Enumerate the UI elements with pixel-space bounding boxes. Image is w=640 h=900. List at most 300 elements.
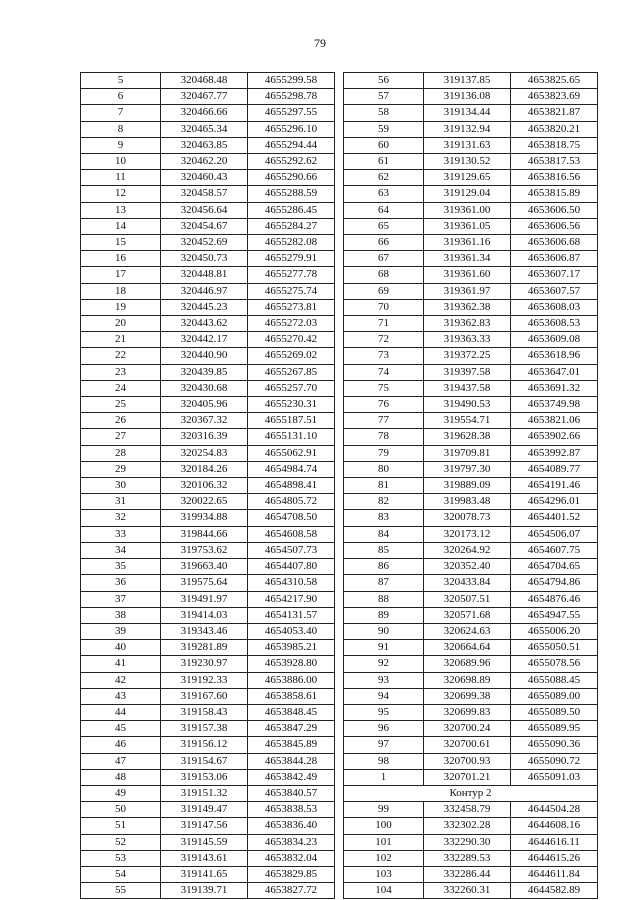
table-row — [344, 510, 598, 526]
x-coordinate-cell: 320699.38 — [424, 688, 511, 704]
table-row — [81, 721, 335, 737]
x-coordinate-cell: 320664.64 — [424, 640, 511, 656]
point-number-cell: 12 — [81, 186, 161, 202]
y-coordinate-cell: 4653820.21 — [511, 121, 598, 137]
y-coordinate-cell: 4653823.69 — [511, 89, 598, 105]
point-number-cell: 93 — [344, 672, 424, 688]
y-coordinate-cell: 4644504.28 — [511, 802, 598, 818]
x-coordinate-cell: 320701.21 — [424, 769, 511, 785]
table-row — [344, 461, 598, 477]
point-number-cell: 24 — [81, 380, 161, 396]
point-number-cell: 18 — [81, 283, 161, 299]
x-coordinate-cell: 319362.83 — [424, 316, 511, 332]
point-number-cell: 1 — [344, 769, 424, 785]
y-coordinate-cell: 4653749.98 — [511, 397, 598, 413]
x-coordinate-cell: 320462.20 — [161, 154, 248, 170]
x-coordinate-cell: 320624.63 — [424, 623, 511, 639]
x-coordinate-cell: 320507.51 — [424, 591, 511, 607]
table-row — [81, 89, 335, 105]
y-coordinate-cell: 4655296.10 — [248, 121, 335, 137]
point-number-cell: 19 — [81, 299, 161, 315]
table-row — [81, 802, 335, 818]
x-coordinate-cell: 320456.64 — [161, 202, 248, 218]
coordinates-table-right — [343, 72, 598, 899]
x-coordinate-cell: 320316.39 — [161, 429, 248, 445]
table-row — [344, 802, 598, 818]
x-coordinate-cell: 319983.48 — [424, 494, 511, 510]
x-coordinate-cell: 320700.93 — [424, 753, 511, 769]
x-coordinate-cell: 332260.31 — [424, 883, 511, 899]
table-row — [81, 348, 335, 364]
table-row — [81, 704, 335, 720]
table-row — [81, 640, 335, 656]
x-coordinate-cell: 319844.66 — [161, 526, 248, 542]
coordinates-table-left — [80, 72, 335, 899]
point-number-cell: 14 — [81, 218, 161, 234]
point-number-cell: 65 — [344, 218, 424, 234]
table-row — [81, 202, 335, 218]
x-coordinate-cell: 320468.48 — [161, 73, 248, 89]
x-coordinate-cell: 319361.34 — [424, 251, 511, 267]
table-row — [81, 218, 335, 234]
y-coordinate-cell: 4644615.26 — [511, 850, 598, 866]
y-coordinate-cell: 4654401.52 — [511, 510, 598, 526]
table-row — [344, 429, 598, 445]
table-row — [81, 785, 335, 801]
y-coordinate-cell: 4653928.80 — [248, 656, 335, 672]
x-coordinate-cell: 319141.65 — [161, 866, 248, 882]
point-number-cell: 53 — [81, 850, 161, 866]
x-coordinate-cell: 320698.89 — [424, 672, 511, 688]
x-coordinate-cell: 319490.53 — [424, 397, 511, 413]
y-coordinate-cell: 4655090.72 — [511, 753, 598, 769]
y-coordinate-cell: 4653858.61 — [248, 688, 335, 704]
table-row — [81, 623, 335, 639]
table-row — [344, 623, 598, 639]
x-coordinate-cell: 320433.84 — [424, 575, 511, 591]
point-number-cell: 99 — [344, 802, 424, 818]
y-coordinate-cell: 4644616.11 — [511, 834, 598, 850]
point-number-cell: 81 — [344, 478, 424, 494]
point-number-cell: 30 — [81, 478, 161, 494]
table-row — [344, 640, 598, 656]
point-number-cell: 62 — [344, 170, 424, 186]
point-number-cell: 35 — [81, 559, 161, 575]
point-number-cell: 95 — [344, 704, 424, 720]
y-coordinate-cell: 4655257.70 — [248, 380, 335, 396]
x-coordinate-cell: 320405.96 — [161, 397, 248, 413]
y-coordinate-cell: 4655273.81 — [248, 299, 335, 315]
table-row — [344, 688, 598, 704]
x-coordinate-cell: 320463.85 — [161, 137, 248, 153]
y-coordinate-cell: 4655269.02 — [248, 348, 335, 364]
point-number-cell: 34 — [81, 542, 161, 558]
point-number-cell: 54 — [81, 866, 161, 882]
y-coordinate-cell: 4655050.51 — [511, 640, 598, 656]
y-coordinate-cell: 4655292.62 — [248, 154, 335, 170]
point-number-cell: 36 — [81, 575, 161, 591]
y-coordinate-cell: 4653818.75 — [511, 137, 598, 153]
point-number-cell: 100 — [344, 818, 424, 834]
x-coordinate-cell: 319137.85 — [424, 73, 511, 89]
x-coordinate-cell: 320460.43 — [161, 170, 248, 186]
table-row — [344, 494, 598, 510]
table-row — [344, 202, 598, 218]
y-coordinate-cell: 4653821.06 — [511, 413, 598, 429]
table-row — [344, 575, 598, 591]
point-number-cell: 90 — [344, 623, 424, 639]
y-coordinate-cell: 4653886.00 — [248, 672, 335, 688]
table-row — [344, 105, 598, 121]
y-coordinate-cell: 4653817.53 — [511, 154, 598, 170]
point-number-cell: 97 — [344, 737, 424, 753]
y-coordinate-cell: 4654794.86 — [511, 575, 598, 591]
table-row — [81, 154, 335, 170]
y-coordinate-cell: 4653842.49 — [248, 769, 335, 785]
table-row — [81, 235, 335, 251]
y-coordinate-cell: 4653609.08 — [511, 332, 598, 348]
table-row — [81, 559, 335, 575]
x-coordinate-cell: 320445.23 — [161, 299, 248, 315]
x-coordinate-cell: 319129.04 — [424, 186, 511, 202]
y-coordinate-cell: 4655230.31 — [248, 397, 335, 413]
y-coordinate-cell: 4654876.46 — [511, 591, 598, 607]
x-coordinate-cell: 319628.38 — [424, 429, 511, 445]
x-coordinate-cell: 319145.59 — [161, 834, 248, 850]
x-coordinate-cell: 320078.73 — [424, 510, 511, 526]
x-coordinate-cell: 319130.52 — [424, 154, 511, 170]
table-row — [81, 413, 335, 429]
point-number-cell: 83 — [344, 510, 424, 526]
x-coordinate-cell: 320184.26 — [161, 461, 248, 477]
y-coordinate-cell: 4655090.36 — [511, 737, 598, 753]
y-coordinate-cell: 4655282.08 — [248, 235, 335, 251]
y-coordinate-cell: 4653836.40 — [248, 818, 335, 834]
x-coordinate-cell: 319934.88 — [161, 510, 248, 526]
table-row — [344, 559, 598, 575]
x-coordinate-cell: 319575.64 — [161, 575, 248, 591]
point-number-cell: 66 — [344, 235, 424, 251]
x-coordinate-cell: 319361.00 — [424, 202, 511, 218]
point-number-cell: 91 — [344, 640, 424, 656]
y-coordinate-cell: 4653821.87 — [511, 105, 598, 121]
y-coordinate-cell: 4655270.42 — [248, 332, 335, 348]
y-coordinate-cell: 4653992.87 — [511, 445, 598, 461]
y-coordinate-cell: 4655279.91 — [248, 251, 335, 267]
point-number-cell: 57 — [344, 89, 424, 105]
table-row — [81, 818, 335, 834]
table-row — [344, 299, 598, 315]
x-coordinate-cell: 332289.53 — [424, 850, 511, 866]
point-number-cell: 44 — [81, 704, 161, 720]
table-row — [81, 672, 335, 688]
y-coordinate-cell: 4653607.17 — [511, 267, 598, 283]
table-row — [81, 575, 335, 591]
point-number-cell: 85 — [344, 542, 424, 558]
y-coordinate-cell: 4655006.20 — [511, 623, 598, 639]
x-coordinate-cell: 320452.69 — [161, 235, 248, 251]
point-number-cell: 33 — [81, 526, 161, 542]
x-coordinate-cell: 319147.56 — [161, 818, 248, 834]
point-number-cell: 42 — [81, 672, 161, 688]
x-coordinate-cell: 319372.25 — [424, 348, 511, 364]
x-coordinate-cell: 320440.90 — [161, 348, 248, 364]
x-coordinate-cell: 319151.32 — [161, 785, 248, 801]
table-row — [81, 445, 335, 461]
x-coordinate-cell: 319709.81 — [424, 445, 511, 461]
x-coordinate-cell: 319143.61 — [161, 850, 248, 866]
x-coordinate-cell: 319129.65 — [424, 170, 511, 186]
y-coordinate-cell: 4655091.03 — [511, 769, 598, 785]
point-number-cell: 68 — [344, 267, 424, 283]
y-coordinate-cell: 4653834.23 — [248, 834, 335, 850]
page-number: 79 — [314, 36, 326, 50]
table-row — [344, 235, 598, 251]
point-number-cell: 26 — [81, 413, 161, 429]
point-number-cell: 58 — [344, 105, 424, 121]
table-row — [81, 364, 335, 380]
x-coordinate-cell: 320689.96 — [424, 656, 511, 672]
point-number-cell: 63 — [344, 186, 424, 202]
y-coordinate-cell: 4654805.72 — [248, 494, 335, 510]
y-coordinate-cell: 4654984.74 — [248, 461, 335, 477]
x-coordinate-cell: 319362.38 — [424, 299, 511, 315]
table-row — [81, 866, 335, 882]
x-coordinate-cell: 319414.03 — [161, 607, 248, 623]
point-number-cell: 27 — [81, 429, 161, 445]
y-coordinate-cell: 4654708.50 — [248, 510, 335, 526]
y-coordinate-cell: 4653608.53 — [511, 316, 598, 332]
table-row — [81, 494, 335, 510]
y-coordinate-cell: 4653691.32 — [511, 380, 598, 396]
table-row — [344, 834, 598, 850]
point-number-cell: 82 — [344, 494, 424, 510]
x-coordinate-cell: 319397.58 — [424, 364, 511, 380]
point-number-cell: 25 — [81, 397, 161, 413]
x-coordinate-cell: 319157.38 — [161, 721, 248, 737]
y-coordinate-cell: 4655062.91 — [248, 445, 335, 461]
point-number-cell: 102 — [344, 850, 424, 866]
y-coordinate-cell: 4653827.72 — [248, 883, 335, 899]
y-coordinate-cell: 4654607.75 — [511, 542, 598, 558]
x-coordinate-cell: 320442.17 — [161, 332, 248, 348]
table-row — [344, 753, 598, 769]
point-number-cell: 72 — [344, 332, 424, 348]
point-number-cell: 61 — [344, 154, 424, 170]
table-row — [81, 510, 335, 526]
table-row — [81, 753, 335, 769]
y-coordinate-cell: 4655277.78 — [248, 267, 335, 283]
point-number-cell: 45 — [81, 721, 161, 737]
x-coordinate-cell: 319156.12 — [161, 737, 248, 753]
table-row — [81, 737, 335, 753]
y-coordinate-cell: 4653848.45 — [248, 704, 335, 720]
x-coordinate-cell: 319797.30 — [424, 461, 511, 477]
x-coordinate-cell: 320571.68 — [424, 607, 511, 623]
table-row — [344, 866, 598, 882]
x-coordinate-cell: 319281.89 — [161, 640, 248, 656]
y-coordinate-cell: 4653847.29 — [248, 721, 335, 737]
point-number-cell: 75 — [344, 380, 424, 396]
y-coordinate-cell: 4654507.73 — [248, 542, 335, 558]
y-coordinate-cell: 4653985.21 — [248, 640, 335, 656]
point-number-cell: 59 — [344, 121, 424, 137]
point-number-cell: 78 — [344, 429, 424, 445]
y-coordinate-cell: 4655272.03 — [248, 316, 335, 332]
table-row — [81, 186, 335, 202]
x-coordinate-cell: 332290.30 — [424, 834, 511, 850]
y-coordinate-cell: 4653607.57 — [511, 283, 598, 299]
table-row — [344, 721, 598, 737]
point-number-cell: 77 — [344, 413, 424, 429]
y-coordinate-cell: 4653829.85 — [248, 866, 335, 882]
x-coordinate-cell: 319192.33 — [161, 672, 248, 688]
x-coordinate-cell: 319136.08 — [424, 89, 511, 105]
x-coordinate-cell: 320443.62 — [161, 316, 248, 332]
x-coordinate-cell: 320699.83 — [424, 704, 511, 720]
point-number-cell: 49 — [81, 785, 161, 801]
x-coordinate-cell: 320254.83 — [161, 445, 248, 461]
y-coordinate-cell: 4655290.66 — [248, 170, 335, 186]
y-coordinate-cell: 4654217.90 — [248, 591, 335, 607]
table-row — [344, 526, 598, 542]
table-row — [344, 364, 598, 380]
x-coordinate-cell: 320700.61 — [424, 737, 511, 753]
y-coordinate-cell: 4654053.40 — [248, 623, 335, 639]
y-coordinate-cell: 4653845.89 — [248, 737, 335, 753]
y-coordinate-cell: 4653844.28 — [248, 753, 335, 769]
x-coordinate-cell: 320450.73 — [161, 251, 248, 267]
x-coordinate-cell: 320106.32 — [161, 478, 248, 494]
table-row — [344, 397, 598, 413]
x-coordinate-cell: 319554.71 — [424, 413, 511, 429]
y-coordinate-cell: 4653608.03 — [511, 299, 598, 315]
x-coordinate-cell: 319153.06 — [161, 769, 248, 785]
x-coordinate-cell: 319663.40 — [161, 559, 248, 575]
point-number-cell: 37 — [81, 591, 161, 607]
x-coordinate-cell: 319230.97 — [161, 656, 248, 672]
table-row — [344, 850, 598, 866]
y-coordinate-cell: 4655187.51 — [248, 413, 335, 429]
point-number-cell: 52 — [81, 834, 161, 850]
y-coordinate-cell: 4653606.87 — [511, 251, 598, 267]
point-number-cell: 10 — [81, 154, 161, 170]
x-coordinate-cell: 320458.57 — [161, 186, 248, 202]
point-number-cell: 104 — [344, 883, 424, 899]
x-coordinate-cell: 320454.67 — [161, 218, 248, 234]
point-number-cell: 55 — [81, 883, 161, 899]
x-coordinate-cell: 320467.77 — [161, 89, 248, 105]
y-coordinate-cell: 4653832.04 — [248, 850, 335, 866]
table-row — [81, 656, 335, 672]
x-coordinate-cell: 320352.40 — [424, 559, 511, 575]
point-number-cell: 74 — [344, 364, 424, 380]
x-coordinate-cell: 320173.12 — [424, 526, 511, 542]
table-row — [81, 170, 335, 186]
y-coordinate-cell: 4653840.57 — [248, 785, 335, 801]
y-coordinate-cell: 4653606.50 — [511, 202, 598, 218]
table-row — [344, 883, 598, 899]
y-coordinate-cell: 4644611.84 — [511, 866, 598, 882]
x-coordinate-cell: 319134.44 — [424, 105, 511, 121]
y-coordinate-cell: 4655089.50 — [511, 704, 598, 720]
table-row — [81, 267, 335, 283]
point-number-cell: 17 — [81, 267, 161, 283]
table-row — [344, 348, 598, 364]
table-row — [81, 299, 335, 315]
table-row — [81, 883, 335, 899]
y-coordinate-cell: 4655078.56 — [511, 656, 598, 672]
table-row — [81, 688, 335, 704]
x-coordinate-cell: 319149.47 — [161, 802, 248, 818]
table-row — [81, 73, 335, 89]
table-row — [344, 332, 598, 348]
point-number-cell: 64 — [344, 202, 424, 218]
point-number-cell: 71 — [344, 316, 424, 332]
x-coordinate-cell: 320367.32 — [161, 413, 248, 429]
point-number-cell: 39 — [81, 623, 161, 639]
x-coordinate-cell: 319343.46 — [161, 623, 248, 639]
table-row — [344, 445, 598, 461]
x-coordinate-cell: 320446.97 — [161, 283, 248, 299]
y-coordinate-cell: 4653838.53 — [248, 802, 335, 818]
point-number-cell: 67 — [344, 251, 424, 267]
point-number-cell: 5 — [81, 73, 161, 89]
y-coordinate-cell: 4655298.78 — [248, 89, 335, 105]
y-coordinate-cell: 4655088.45 — [511, 672, 598, 688]
point-number-cell: 51 — [81, 818, 161, 834]
table-row — [344, 283, 598, 299]
table-row — [344, 186, 598, 202]
table-row — [81, 332, 335, 348]
y-coordinate-cell: 4655288.59 — [248, 186, 335, 202]
point-number-cell: 21 — [81, 332, 161, 348]
point-number-cell: 86 — [344, 559, 424, 575]
table-row — [81, 850, 335, 866]
table-row — [344, 137, 598, 153]
table-row — [81, 105, 335, 121]
table-row — [81, 137, 335, 153]
table-row — [344, 89, 598, 105]
y-coordinate-cell: 4655131.10 — [248, 429, 335, 445]
x-coordinate-cell: 332302.28 — [424, 818, 511, 834]
point-number-cell: 13 — [81, 202, 161, 218]
y-coordinate-cell: 4654131.57 — [248, 607, 335, 623]
point-number-cell: 69 — [344, 283, 424, 299]
y-coordinate-cell: 4654191.46 — [511, 478, 598, 494]
x-coordinate-cell: 319139.71 — [161, 883, 248, 899]
x-coordinate-cell: 320439.85 — [161, 364, 248, 380]
point-number-cell: 43 — [81, 688, 161, 704]
x-coordinate-cell: 319154.67 — [161, 753, 248, 769]
point-number-cell: 87 — [344, 575, 424, 591]
x-coordinate-cell: 332458.79 — [424, 802, 511, 818]
point-number-cell: 9 — [81, 137, 161, 153]
point-number-cell: 79 — [344, 445, 424, 461]
point-number-cell: 46 — [81, 737, 161, 753]
y-coordinate-cell: 4654296.01 — [511, 494, 598, 510]
point-number-cell: 11 — [81, 170, 161, 186]
point-number-cell: 76 — [344, 397, 424, 413]
x-coordinate-cell: 319437.58 — [424, 380, 511, 396]
point-number-cell: 7 — [81, 105, 161, 121]
x-coordinate-cell: 319132.94 — [424, 121, 511, 137]
x-coordinate-cell: 320430.68 — [161, 380, 248, 396]
y-coordinate-cell: 4653618.96 — [511, 348, 598, 364]
x-coordinate-cell: 319361.60 — [424, 267, 511, 283]
table-row — [344, 542, 598, 558]
y-coordinate-cell: 4644608.16 — [511, 818, 598, 834]
